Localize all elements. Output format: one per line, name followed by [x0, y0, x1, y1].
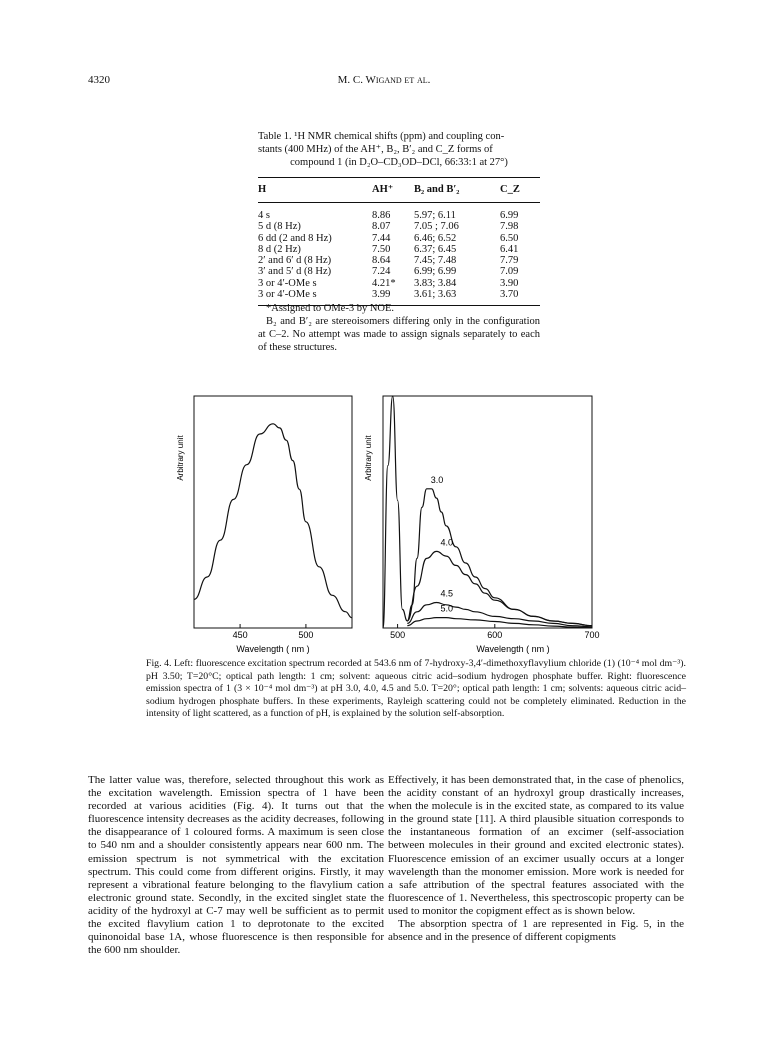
series-label: 5.0	[440, 603, 453, 614]
column-header: H	[258, 178, 372, 203]
table-row	[258, 278, 540, 289]
left-plot	[176, 396, 352, 654]
cell: 3.61; 3.63	[414, 289, 500, 306]
cell: 7.44	[372, 232, 391, 244]
x-tick-label: 450	[232, 630, 248, 640]
left-y-axis-label: Arbitrary unit	[176, 435, 185, 481]
table-row	[258, 233, 540, 244]
cell: 8 d (2 Hz)	[258, 243, 301, 255]
right-x-axis-label: Wavelength ( nm )	[476, 644, 550, 654]
x-tick-label: 500	[298, 630, 314, 640]
figure-4	[170, 388, 626, 656]
cell: 8.07	[372, 221, 391, 233]
table-row	[258, 255, 540, 266]
table-caption-line: stants (400 MHz) of the AH⁺, B₂, B′₂ and C_Z forms of	[258, 144, 493, 155]
table-footnote: *Assigned to OMe-3 by NOE.	[266, 303, 395, 314]
cell: 5 d (8 Hz)	[258, 221, 301, 233]
cell: 3′ and 5′ d (8 Hz)	[258, 266, 332, 278]
table-row	[258, 244, 540, 255]
cell: 8.64	[372, 255, 391, 267]
table-header-row	[258, 178, 540, 203]
cell: 6.99	[500, 210, 519, 221]
cell: 2′ and 6′ d (8 Hz)	[258, 255, 332, 267]
body-column-right	[388, 774, 684, 944]
paragraph: The absorption spectra of 1 are represented in Fig. 5, in the absence and in the presence of different copigments	[388, 918, 684, 944]
table-footnotes	[258, 302, 540, 354]
x-tick-label: 600	[487, 630, 503, 640]
paragraph: The latter value was, therefore, selected throughout this work as the excitation wavelength. Emission spectra of 1 have been recorded at various acidities (Fig. 4). It turns out that the fluorescence intensity decreases as the acidity decreases, following the disappearance of 1 coloured forms. A maximum is seen close to 540 nm and a shoulder consistently appears near 600 nm. The emission spectrum is not symmetrical with the excitation spectrum. This could come from different origins. Firstly, it may represent a vibrational feature belonging to the flavylium cation electronic ground state. Secondly, in the excited singlet state the acidity of the hydroxyl at C-7 may well be sufficient as to permit the excited flavylium cation 1 to deprotonate to the excited quinonoidal base 1A, whose fluorescence is then responsible for the 600 nm shoulder.	[88, 774, 384, 957]
cell: 6.41	[500, 243, 519, 255]
column-header: C_Z	[500, 178, 540, 203]
series-line	[407, 603, 592, 627]
cell: 6.50	[500, 232, 519, 244]
table-row	[258, 221, 540, 232]
column-header: B₂ and B′₂	[414, 178, 500, 203]
table-row	[258, 203, 540, 222]
cell: 4 s	[258, 210, 270, 221]
column-header: AH⁺	[372, 178, 414, 203]
cell: 6.99; 6.99	[414, 266, 457, 278]
cell: 3.99	[372, 289, 414, 306]
nmr-table	[258, 177, 540, 306]
cell: 7.45; 7.48	[414, 255, 457, 267]
series-label: 4.0	[440, 537, 453, 548]
table-footnote: B₂ and B′₂ are stereoisomers differing only in the configuration at C–2. No attempt was made to assign signals separately to each of these structures.	[258, 316, 540, 353]
table-caption	[258, 130, 540, 169]
series-label: 3.0	[430, 474, 444, 485]
cell: 5.97; 6.11	[414, 210, 456, 221]
cell: 3 or 4′-OMe s	[258, 277, 317, 289]
series-line	[407, 551, 592, 625]
table-caption-line: Table 1. ¹H NMR chemical shifts (ppm) and coupling con-	[258, 131, 505, 142]
cell: 7.50	[372, 243, 391, 255]
series-line	[194, 424, 352, 618]
cell: 7.09	[500, 266, 519, 278]
right-plot	[364, 396, 600, 654]
left-x-axis-label: Wavelength ( nm )	[236, 644, 310, 654]
page-number: 4320	[88, 74, 110, 86]
figure-caption-text: Fig. 4. Left: fluorescence excitation spectrum recorded at 543.6 nm of 7-hydroxy-3,4′-dimethoxyflavylium chloride (1) (10⁻⁴ mol dm⁻³). pH 3.50; T=20°C; optical path length: 1 cm; solvent: aqueous citric acid–sodium hydrogen phosphate buffer. Right: fluorescence emission spectra of 1 (3 × 10⁻⁴ mol dm⁻³) at pH 3.0, 4.0, 4.5 and 5.0. T=20°; optical path length: 1 cm; solvents: aqueous citric acid–sodium hydrogen phosphate buffers. In these experiments, Rayleigh scattering could not be completely eliminated. Reduction in the intensity of light scattered, as a function of pH, is explained by the solution self-absorption.	[146, 658, 686, 720]
running-title: M. C. Wigand et al.	[337, 74, 431, 86]
cell: 7.24	[372, 266, 391, 278]
cell: 3.83; 3.84	[414, 277, 457, 289]
table-row	[258, 266, 540, 277]
x-tick-label: 700	[584, 630, 600, 640]
cell: 8.86	[372, 210, 391, 221]
cell: 6 dd (2 and 8 Hz)	[258, 232, 332, 244]
cell: 7.79	[500, 255, 519, 267]
cell: 4.21*	[372, 277, 396, 289]
cell: 7.05 ; 7.06	[414, 221, 459, 233]
cell: 6.37; 6.45	[414, 243, 457, 255]
series-label: 4.5	[440, 588, 453, 599]
figure-caption	[146, 658, 686, 721]
body-column-left	[88, 774, 384, 957]
cell: 7.98	[500, 221, 519, 233]
paragraph: Effectively, it has been demonstrated that, in the case of phenolics, the acidity constant of an hydroxyl group drastically increases, when the molecule is in the excited state, as compared to its value in the ground state [11]. A third plausible situation corresponds to the instantaneous formation of an excimer (self-association between molecules in their ground and excited electronic states). Fluorescence emission of an excimer usually occurs at a longer wavelength than the monomer emission. More work is needed for a safe attribution of the spectral features associated with the fluorescence of 1. Nevertheless, this spectroscopic property can be used to monitor the copigment effect as is shown below.	[388, 774, 684, 917]
cell: 3.90	[500, 277, 519, 289]
table-caption-line: compound 1 (in D₂O–CD₃OD–DCl, 66:33:1 at 27°)	[290, 157, 508, 168]
cell: 3.70	[500, 289, 540, 306]
x-tick-label: 500	[390, 630, 406, 640]
cell: 6.46; 6.52	[414, 232, 457, 244]
left-plot-frame	[194, 396, 352, 628]
right-y-axis-label: Arbitrary unit	[364, 435, 373, 481]
cell: 3 or 4′-OMe s	[258, 289, 372, 306]
